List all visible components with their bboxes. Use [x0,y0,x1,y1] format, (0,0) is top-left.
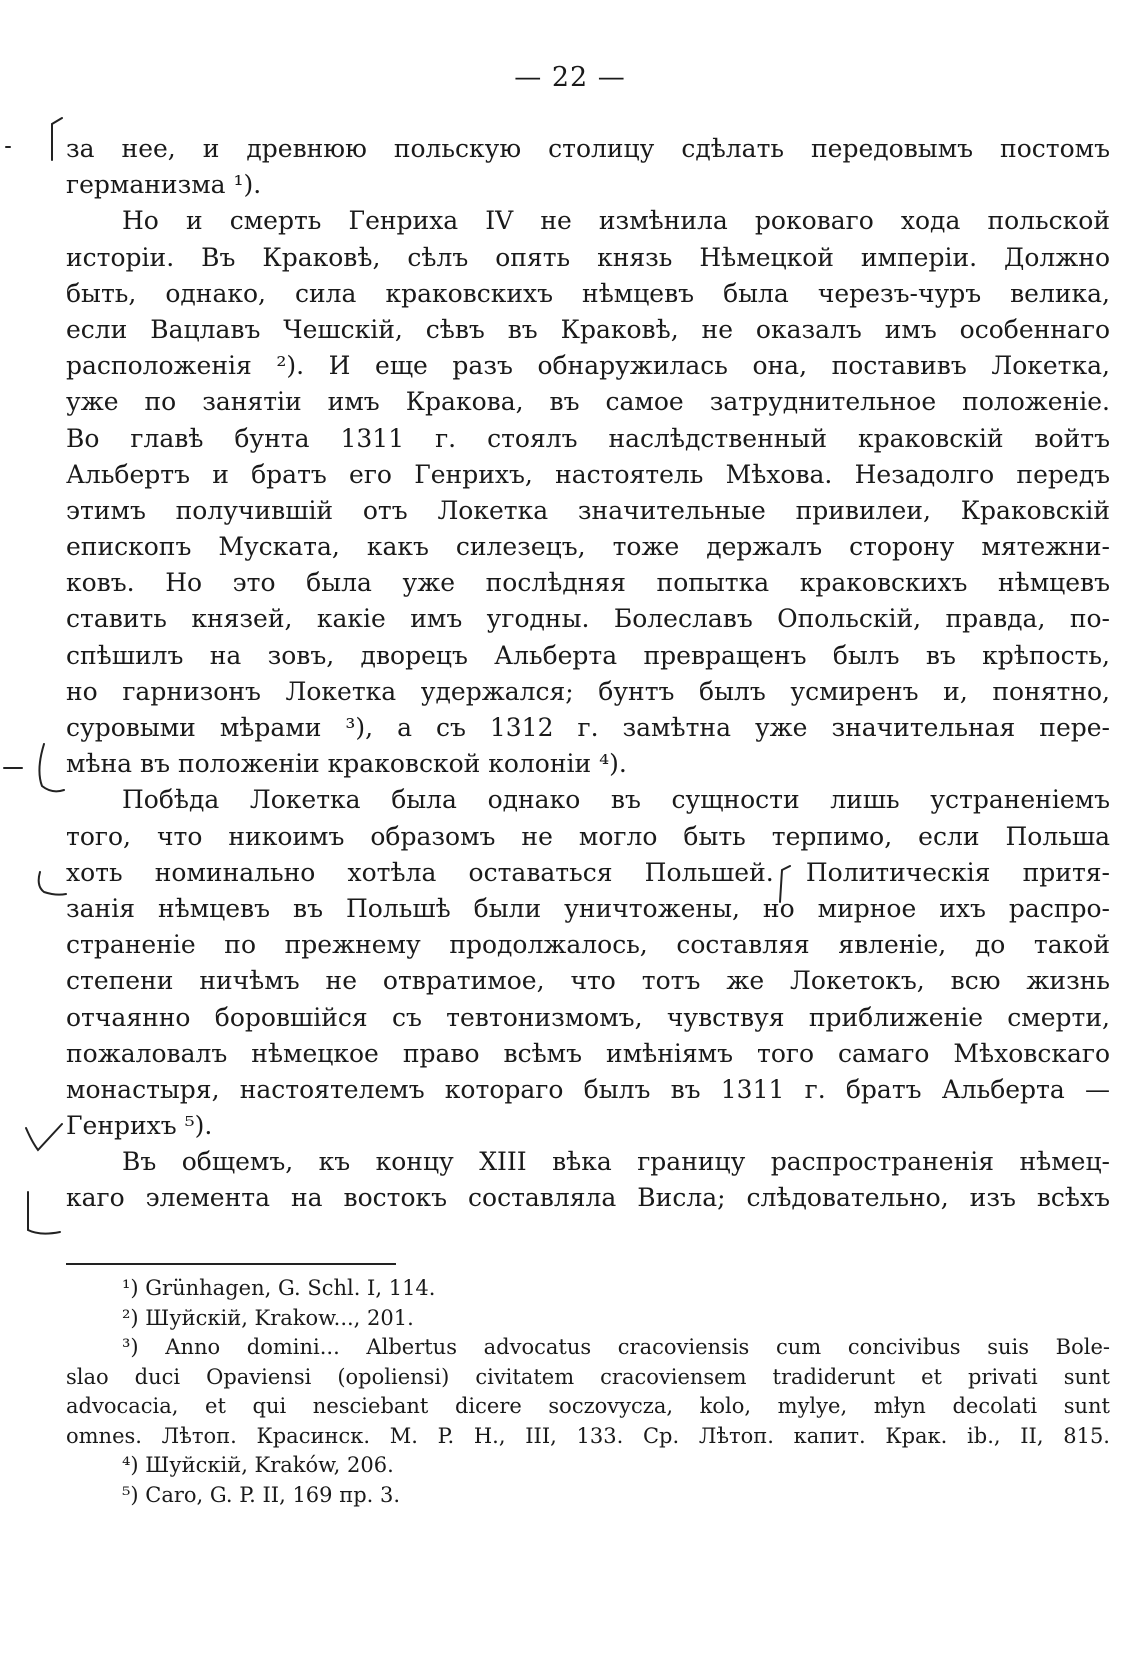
text-line: Въ общемъ, къ концу XIII вѣка границу распространенія нѣмец- [122,1147,1110,1177]
text-line: степени ничѣмъ не отвратимое, что тотъ же Локетокъ, всю жизнь [66,966,1110,996]
text-line: хоть номинально хотѣла оставаться Польшей. Политическія притя- [66,857,1110,887]
text-line: спѣшилъ на зовъ, дворецъ Альберта превращенъ былъ въ крѣпость, [66,640,1110,670]
text-line: пожаловалъ нѣмецкое право всѣмъ имѣніямъ того самаго Мѣховскаго [66,1038,1110,1068]
footnote-line: advocacia, et qui nesciebant dicere soczovycza, kolo, mylye, młyn decolati sunt [66,1394,1110,1418]
footnote-line: omnes. Лѣтоп. Красинск. M. P. H., III, 133. Ср. Лѣтоп. капит. Крак. ib., II, 815. [66,1423,1110,1448]
footnote-line: slao duci Opaviensi (opoliensi) civitatem cracoviensem tradiderunt et privati sunt [66,1364,1110,1389]
text-line: Альбертъ и братъ его Генрихъ, настоятель Мѣхова. Незадолго передъ [66,459,1110,489]
text-line: но гарнизонъ Локетка удержался; бунтъ былъ усмиренъ и, понятно, [66,676,1110,706]
footnote-line: ³) Anno domini... Albertus advocatus cracoviensis cum concivibus suis Bole- [122,1335,1110,1359]
text-line: этимъ получившій отъ Локетка значительные привилеи, Краковскій [66,495,1110,525]
text-line: ставить князей, какіе имъ угодны. Болеславъ Опольскій, правда, по- [66,604,1110,634]
text-line: если Вацлавъ Чешскій, сѣвъ въ Краковѣ, не оказалъ имъ особеннаго [66,314,1110,344]
text-line: ковъ. Но это была уже послѣдняя попытка краковскихъ нѣмцевъ [66,568,1110,598]
footnote-divider [66,1263,396,1265]
text-line: страненіе по прежнему продолжалось, составляя явленіе, до такой [66,930,1110,960]
footnotes [66,1274,1110,1510]
text-line: монастыря, настоятелемъ котораго былъ въ 1311 г. братъ Альберта — [66,1074,1110,1104]
footnote-line: ⁵) Caro, G. P. II, 169 пр. 3. [122,1482,401,1507]
page-number: — 22 — [514,62,626,93]
margin-curve-mark [28,1192,60,1234]
text-line: исторіи. Въ Краковѣ, сѣлъ опять князь Нѣмецкой имперіи. Должно [66,242,1110,272]
text-line: германизма ¹). [66,170,262,200]
text-line: Но и смерть Генриха IV не измѣнила роковаго хода польской [122,206,1110,236]
footnote-line: ²) Шуйскій, Krakow..., 201. [122,1305,414,1330]
text-line: отчаянно боровшійся съ тевтонизмомъ, чувствуя приближеніе смерти, [66,1002,1110,1032]
text-line: за нее, и древнюю польскую столицу сдѣлать передовымъ постомъ [66,134,1110,163]
margin-curve-mark [39,744,64,791]
text-line: епископъ Мускатa, какъ силезецъ, тоже держалъ сторону мятежни- [66,532,1110,562]
text-line: мѣна въ положеніи краковской колоніи ⁴). [66,749,627,779]
text-line: расположенія ²). И еще разъ обнаружилась она, поставивъ Локетка, [66,351,1110,381]
margin-bracket-mark [52,118,62,160]
footnote-line: ⁴) Шуйскій, Kraków, 206. [122,1453,394,1477]
text-line: уже по занятіи имъ Кракова, въ самое затруднительное положеніе. [66,387,1110,417]
text-line: Во главѣ бунта 1311 г. стоялъ наслѣдственный краковскій войтъ [66,423,1110,453]
footnote-line: ¹) Grünhagen, G. Schl. I, 114. [122,1276,436,1300]
main-text [66,131,1110,1217]
text-line: быть, однако, сила краковскихъ нѣмцевъ была черезъ-чуръ велика, [66,278,1110,308]
text-line: Побѣда Локетка была однако въ сущности лишь устраненіемъ [122,785,1110,815]
text-line: того, что никоимъ образомъ не могло быть терпимо, если Польша [66,821,1110,851]
text-line: Генрихъ ⁵). [66,1111,213,1141]
text-line: занія нѣмцевъ въ Польшѣ были уничтожены, но мирное ихъ распро- [66,893,1110,923]
text-line: суровыми мѣрами ³), а съ 1312 г. замѣтна уже значительная пере- [66,713,1110,742]
margin-curve-mark [39,872,66,895]
text-line: каго элемента на востокъ составляла Висла; слѣдовательно, изъ всѣхъ [66,1183,1110,1213]
margin-curve-mark [26,1124,62,1150]
